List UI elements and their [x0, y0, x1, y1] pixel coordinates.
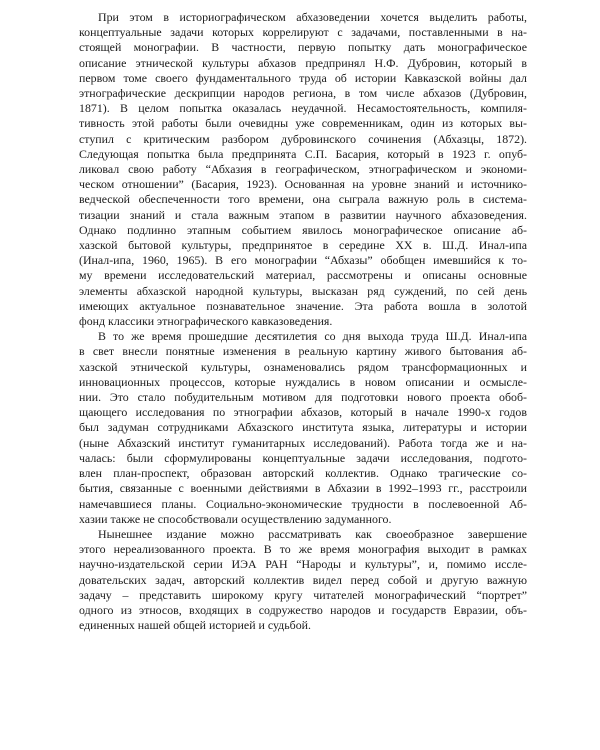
- text-line: хазии также не способствовали осуществлению задуманного.: [79, 511, 392, 526]
- text-line: хазской бытовой культуры, предпринятое в середине XX в. Ш.Д. Инал-ипа: [79, 238, 527, 253]
- text-line: влен план-проспект, образован авторский коллектив. Однако трагические со-: [79, 466, 527, 481]
- text-line: описание этнической культуры абхазов предпринял Н.Ф. Дубровин, который в: [79, 55, 527, 70]
- text-line: фонд классики этнографического кавказоведения.: [79, 314, 333, 329]
- text-line: этнографические дескрипции народов региона, в том числе абхазов (Дубровин,: [79, 86, 527, 101]
- text-line: тизации знаний и стала важным этапом в развитии научного абхазоведения.: [79, 207, 527, 222]
- text-line: Следующая попытка была предпринята С.П. Басария, который в 1923 г. опуб-: [79, 146, 527, 161]
- text-line: ческом отношении” (Басария, 1923). Основанная на уровне знаний и источнико-: [79, 177, 527, 192]
- text-line: ликовал свою работу “Абхазия в географическом, этнографическом и экономи-: [79, 162, 527, 177]
- text-line: (Инал-ипа, 1960, 1965). В его монографии “Абхазы” обобщен имевшийся к то-: [79, 253, 527, 268]
- text-line: элементы абхазской народной культуры, высказан ряд суждений, по сей день: [79, 283, 527, 298]
- text-line: был задуман сотрудниками Абхазского института языка, литературы и истории: [79, 420, 527, 435]
- text-line: (ныне Абхазский институт гуманитарных исследований). Работа тогда же и на-: [79, 435, 527, 450]
- document-page: [79, 10, 527, 633]
- paragraph-current-edition: [79, 527, 527, 633]
- text-line: имеющих актуальное познавательное значение. Эта работа вошла в золотой: [79, 298, 527, 313]
- text-line: одного из этносов, входящих в содружество народов и государств Евразии, объ-: [79, 602, 527, 617]
- text-line: инновационных процессов, которые нуждались в новом описании и осмысле-: [79, 374, 527, 389]
- text-line: бытия, связанные с военными действиями в Абхазии в 1992–1993 гг., расстроили: [79, 481, 527, 496]
- text-line: Нынешнее издание можно рассматривать как своеобразное завершение: [98, 526, 527, 541]
- paragraph-historiography: [79, 10, 527, 329]
- text-line: первом томе своего фундаментального труда об истории Кавказской войны дал: [79, 70, 527, 85]
- text-line: хазской этнической культуры, ознаменовались рядом трансформационных и: [79, 359, 527, 374]
- text-line: задачу – представить широкому кругу читателей монографический “портрет”: [79, 587, 527, 602]
- text-line: му времени исследовательский материал, рассмотрены и описаны основные: [79, 268, 527, 283]
- text-line: тивность этой работы были очевидны уже современникам, один из которых вы-: [79, 116, 527, 131]
- text-line: этого нереализованного проекта. В то же время монография выходит в рамках: [79, 542, 527, 557]
- text-line: в свет внесли понятные изменения в реальную картину живого бытования аб-: [79, 344, 527, 359]
- text-line: довательских задач, авторский коллектив видел перед собой и другую важную: [79, 572, 527, 587]
- paragraph-new-project: [79, 329, 527, 527]
- text-line: научно-издательской серии ИЭА РАН “Народы и культуры”, и, помимо иссле-: [79, 557, 527, 572]
- text-line: ведческой обеспеченности того времени, она сыграла важную роль в система-: [79, 192, 527, 207]
- text-line: чалась: были сформулированы концептуальные задачи исследования, подгото-: [79, 450, 527, 465]
- text-line: 1871). В целом попытка оказалась неудачной. Несамостоятельность, компиля-: [79, 101, 527, 116]
- text-line: ступил с критическим разбором дубровинского сочинения (Абхазцы, 1872).: [79, 131, 527, 146]
- text-line: В то же время прошедшие десятилетия со дня выхода труда Ш.Д. Инал-ипа: [98, 329, 527, 344]
- text-line: единенных нашей общей историей и судьбой.: [79, 618, 311, 633]
- text-line: нии. Это стало побудительным мотивом для подготовки нового проекта обоб-: [79, 390, 527, 405]
- text-line: намечавшиеся планы. Социально-экономические трудности в послевоенной Аб-: [79, 496, 527, 511]
- text-line: Однако подлинно этапным событием явилось монографическое описание аб-: [79, 222, 527, 237]
- text-line: щающего исследования по этнографии абхазов, который в начале 1990-х годов: [79, 405, 527, 420]
- text-line: При этом в историографическом абхазоведении хочется выделить работы,: [98, 10, 527, 24]
- text-line: стоящей монографии. В частности, первую попытку дать монографическое: [79, 40, 527, 55]
- text-line: концептуальные задачи которых коррелируют с задачами, поставленными в на-: [79, 25, 527, 40]
